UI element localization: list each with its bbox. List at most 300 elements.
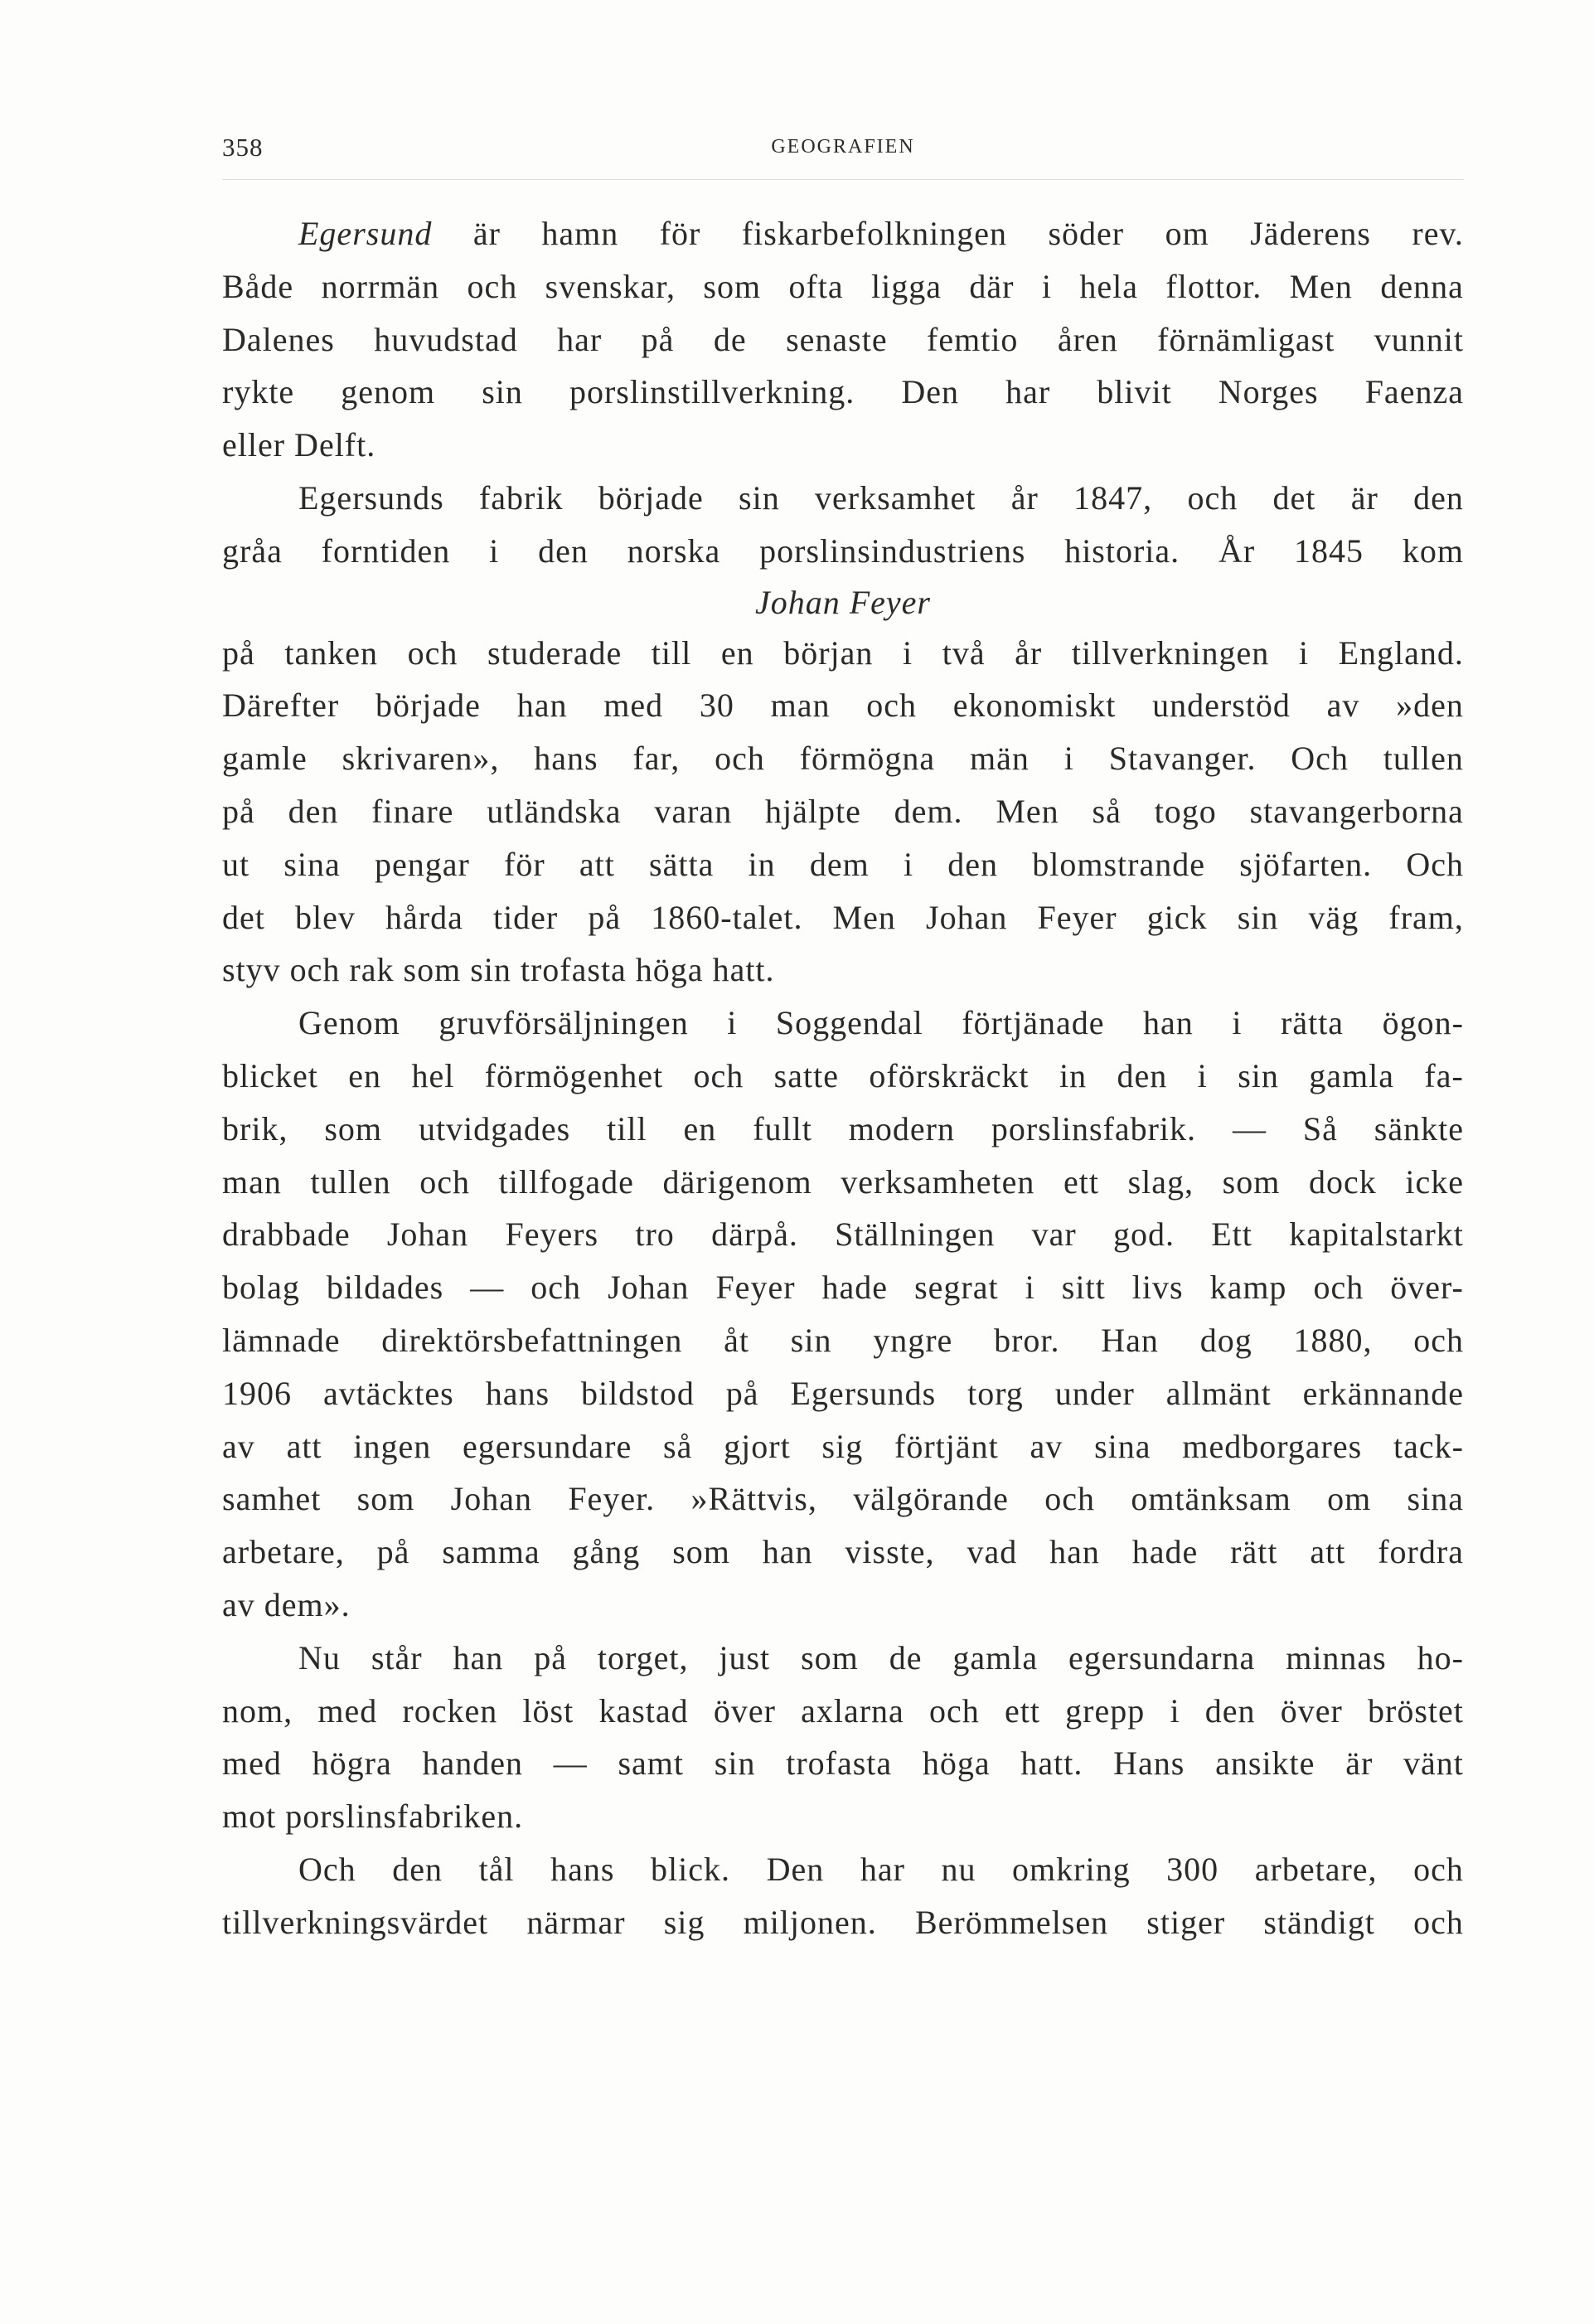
word: bildades — [326, 1269, 444, 1307]
word: söder — [1048, 215, 1125, 252]
word: sina — [1407, 1480, 1464, 1518]
word: av — [1030, 1427, 1063, 1465]
word: kamp — [1209, 1269, 1287, 1307]
word: 300 — [1166, 1850, 1219, 1888]
word: hårda — [385, 898, 463, 936]
word: den — [947, 845, 999, 883]
word: höga — [922, 1744, 991, 1783]
word: män — [970, 740, 1030, 778]
word: 1860-talet. — [651, 898, 803, 936]
word: tanken — [284, 633, 378, 672]
word: rocken — [402, 1691, 498, 1730]
word: och — [1044, 1480, 1095, 1518]
word: sänkte — [1374, 1109, 1464, 1147]
word: den — [1117, 1056, 1168, 1094]
header-divider — [222, 179, 1464, 180]
word: fram, — [1388, 898, 1464, 936]
word: stiger — [1146, 1903, 1226, 1941]
word: Både — [222, 267, 294, 305]
word: i — [489, 531, 500, 570]
paragraph — [222, 1632, 1464, 1843]
word: att — [579, 845, 615, 883]
word: egersundare — [463, 1427, 632, 1465]
word: miljonen. — [743, 1903, 877, 1941]
word: arbetare, — [1254, 1850, 1378, 1888]
text-line — [222, 1208, 1464, 1261]
word: torg — [967, 1374, 1024, 1412]
word: Den — [901, 373, 960, 411]
word: segrat — [914, 1269, 999, 1307]
word: i — [1063, 740, 1074, 778]
word: skrivaren», — [342, 740, 500, 778]
word: kastad — [598, 1691, 689, 1730]
word: svenskar, — [545, 267, 676, 305]
word: — — [553, 1744, 588, 1783]
word: hamn — [541, 215, 619, 252]
word: under — [1054, 1374, 1135, 1412]
word: så — [663, 1427, 693, 1465]
word: i — [727, 1004, 738, 1042]
word: blivit — [1097, 373, 1172, 411]
word: dem. — [894, 792, 963, 830]
word: slag, — [1127, 1162, 1194, 1201]
word: fordra — [1378, 1533, 1464, 1571]
text-line: Johan Feyer — [754, 583, 931, 621]
word: Johan — [926, 898, 1008, 936]
text-line — [222, 785, 1464, 838]
word: visste, — [845, 1533, 935, 1571]
word: 1906 — [222, 1374, 292, 1412]
text-line — [222, 1526, 1464, 1579]
word: hans — [534, 740, 598, 778]
word: fullt — [753, 1109, 812, 1147]
word: är — [472, 215, 501, 252]
word: till — [651, 633, 692, 672]
word: Och — [1291, 740, 1349, 778]
word: och — [693, 1056, 744, 1094]
word: ho- — [1417, 1638, 1464, 1676]
word: Feyer — [715, 1269, 796, 1307]
text-line — [222, 1367, 1464, 1420]
word: sin — [714, 1744, 756, 1783]
word: ut — [222, 845, 250, 883]
word: förmögna — [799, 740, 936, 778]
text-line — [222, 1737, 1464, 1790]
word: axlarna — [801, 1691, 904, 1730]
text-line — [222, 1896, 1464, 1949]
word: den — [288, 792, 339, 830]
word: som — [801, 1638, 859, 1676]
word: väg — [1308, 898, 1359, 936]
word: ofta — [788, 267, 844, 305]
word: direktörsbefattningen — [381, 1321, 683, 1359]
word: har — [557, 320, 603, 358]
word: och — [407, 633, 458, 672]
text-line — [222, 1050, 1464, 1103]
text-line — [222, 732, 1464, 785]
word: genom — [341, 373, 436, 411]
word: förmögenhet — [484, 1056, 664, 1094]
word: som — [356, 1480, 415, 1518]
word: studerade — [487, 633, 623, 672]
word: i — [903, 845, 914, 883]
word: två — [942, 633, 986, 672]
word: i — [1170, 1691, 1180, 1730]
word: en — [720, 633, 754, 672]
word: rätt — [1230, 1533, 1278, 1571]
word: hade — [821, 1269, 889, 1307]
word: utvidgades — [418, 1109, 571, 1147]
word: Men — [832, 898, 896, 936]
word: dem — [809, 845, 870, 883]
word: år — [1010, 478, 1039, 517]
word: förtjänade — [962, 1004, 1105, 1042]
word: Hans — [1113, 1744, 1185, 1783]
word: började — [375, 687, 481, 725]
word: hans — [550, 1850, 615, 1888]
word: tullen — [1383, 740, 1464, 778]
word: Men — [1289, 267, 1353, 305]
word: av — [222, 1427, 255, 1465]
text-line — [222, 207, 1464, 260]
word: var — [1031, 1215, 1077, 1254]
word: sin — [790, 1321, 832, 1359]
word: sig — [663, 1903, 705, 1941]
word: avtäcktes — [322, 1374, 454, 1412]
word: i — [1025, 1269, 1035, 1307]
text-line — [222, 472, 1464, 525]
text-line — [222, 366, 1464, 419]
word: den — [1204, 1691, 1256, 1730]
word: bröstet — [1368, 1691, 1464, 1730]
word: och — [1413, 1850, 1464, 1888]
word: Nu — [298, 1638, 341, 1676]
word: tål — [478, 1850, 515, 1888]
word: som — [672, 1533, 730, 1571]
text-line — [222, 1314, 1464, 1367]
word: in — [1059, 1056, 1088, 1094]
word: gjort — [724, 1427, 791, 1465]
word: togo — [1154, 792, 1217, 830]
word: far, — [632, 740, 681, 778]
word: så — [1092, 792, 1122, 830]
word: på — [588, 898, 622, 936]
word: som — [703, 267, 762, 305]
text-line — [222, 838, 1464, 891]
word: pengar — [374, 845, 470, 883]
word: och — [715, 740, 765, 778]
word: i — [1298, 633, 1309, 672]
word: allmänt — [1165, 1374, 1272, 1412]
text-line — [222, 1103, 1464, 1156]
word: 30 — [699, 687, 734, 725]
word: — — [470, 1269, 505, 1307]
word: därpå. — [711, 1215, 798, 1254]
word: på — [725, 1374, 759, 1412]
word: han — [453, 1638, 504, 1676]
word: de — [713, 320, 747, 358]
word: tider — [492, 898, 559, 936]
word: ansikte — [1215, 1744, 1315, 1783]
word: tullen — [310, 1162, 391, 1201]
word: modern — [848, 1109, 955, 1147]
word: att — [286, 1427, 322, 1465]
word: utländska — [487, 792, 622, 830]
word: kapitalstarkt — [1289, 1215, 1464, 1254]
text-line: eller Delft. — [222, 426, 376, 464]
word: med — [603, 687, 664, 725]
word: står — [371, 1638, 423, 1676]
word: ständigt — [1263, 1903, 1375, 1941]
word: gamle — [222, 740, 308, 778]
word: om — [1327, 1480, 1372, 1518]
word: varan — [654, 792, 733, 830]
word: löst — [522, 1691, 574, 1730]
word: 1847, — [1073, 478, 1153, 517]
word: gamla — [1309, 1056, 1395, 1094]
word: över- — [1390, 1269, 1464, 1307]
word: Dalenes — [222, 320, 335, 358]
word: satte — [773, 1056, 839, 1094]
word: handen — [422, 1744, 523, 1783]
word: ett — [1063, 1162, 1099, 1201]
word: tillfogade — [498, 1162, 634, 1201]
word: kom — [1402, 531, 1464, 570]
word: Johan — [450, 1480, 532, 1518]
word: Ställningen — [835, 1215, 996, 1254]
word: början — [783, 633, 874, 672]
word: Feyers — [505, 1215, 599, 1254]
word: porslinsfabrik. — [991, 1109, 1197, 1147]
word: han — [1143, 1004, 1194, 1042]
word: norrmän — [321, 267, 440, 305]
word: välgörande — [853, 1480, 1009, 1518]
word: ögon- — [1382, 1004, 1464, 1042]
text-line — [222, 891, 1464, 944]
word: man — [770, 687, 831, 725]
word: grepp — [1065, 1691, 1146, 1730]
word: Egersunds — [298, 478, 444, 517]
word: över — [713, 1691, 776, 1730]
word: den — [392, 1850, 443, 1888]
word: ett — [1004, 1691, 1040, 1730]
word: hans — [485, 1374, 550, 1412]
word: och — [1413, 1903, 1464, 1941]
word: nom, — [222, 1691, 293, 1730]
word: Ett — [1211, 1215, 1252, 1254]
word: på — [534, 1638, 567, 1676]
word: norska — [627, 531, 721, 570]
word: Han — [1101, 1321, 1159, 1359]
word: i — [902, 633, 913, 672]
word: och — [531, 1269, 582, 1307]
word: förtjänt — [894, 1427, 999, 1465]
text-line — [222, 679, 1464, 732]
word: av — [1326, 687, 1360, 725]
word: de — [889, 1638, 923, 1676]
text-line — [222, 1420, 1464, 1473]
word: åt — [724, 1321, 750, 1359]
word: rykte — [222, 373, 295, 411]
word: hel — [411, 1056, 455, 1094]
word: understöd — [1152, 687, 1291, 725]
word: och — [419, 1162, 470, 1201]
word: gruvförsäljningen — [438, 1004, 689, 1042]
word: femtio — [927, 320, 1019, 358]
word: han — [1049, 1533, 1100, 1571]
word: på — [641, 320, 675, 358]
text-line — [222, 1473, 1464, 1526]
word: fa- — [1424, 1056, 1464, 1094]
word: Därefter — [222, 687, 340, 725]
word: Genom — [298, 1004, 400, 1042]
word: huvudstad — [374, 320, 518, 358]
word: stavangerborna — [1249, 792, 1464, 830]
word: ekonomiskt — [952, 687, 1117, 725]
word: det — [1272, 478, 1316, 517]
word: 1845 — [1294, 531, 1364, 570]
word: förnämligast — [1157, 320, 1335, 358]
word: blicket — [222, 1056, 318, 1094]
word: England. — [1338, 633, 1464, 672]
word: tro — [635, 1215, 675, 1254]
word: »Rättvis, — [690, 1480, 817, 1518]
paragraph — [222, 1843, 1464, 1949]
word: för — [659, 215, 701, 252]
word: minnas — [1286, 1638, 1387, 1676]
word: om — [1165, 215, 1209, 252]
word: närmar — [526, 1903, 626, 1941]
word: just — [719, 1638, 771, 1676]
word: verksamhet — [815, 478, 976, 517]
word: tack- — [1393, 1427, 1464, 1465]
word: omtänksam — [1131, 1480, 1291, 1518]
page-number: 358 — [222, 133, 264, 162]
word: nu — [941, 1850, 976, 1888]
word: och — [467, 267, 518, 305]
word: Johan — [386, 1215, 469, 1254]
word: och — [1413, 1321, 1464, 1359]
word: samma — [442, 1533, 540, 1571]
word: där — [969, 267, 1015, 305]
word: till — [607, 1109, 647, 1147]
word: Faenza — [1364, 373, 1464, 411]
running-title: GEOGRAFIEN — [771, 136, 915, 158]
word: ligga — [871, 267, 942, 305]
word: och — [1187, 478, 1238, 517]
word: tillverkningsvärdet — [222, 1903, 489, 1941]
word: sin — [739, 478, 780, 517]
word: man — [222, 1162, 282, 1201]
word: och — [1313, 1269, 1364, 1307]
text-line — [222, 1843, 1464, 1896]
word: historia. — [1064, 531, 1180, 570]
word: på — [222, 792, 255, 830]
paragraph — [222, 472, 1464, 997]
word: blomstrande — [1032, 845, 1205, 883]
word: därigenom — [662, 1162, 812, 1201]
text-line — [222, 997, 1464, 1050]
word: hjälpte — [765, 792, 861, 830]
word: Och — [1406, 845, 1464, 883]
word: medborgares — [1182, 1427, 1363, 1465]
word: Johan — [608, 1269, 690, 1307]
word: har — [1005, 373, 1051, 411]
word: trofasta — [786, 1744, 893, 1783]
word: yngre — [873, 1321, 953, 1359]
word: Så — [1302, 1109, 1338, 1147]
word: på — [222, 633, 255, 672]
word: porslinsindustriens — [759, 531, 1026, 570]
word: drabbade — [222, 1215, 351, 1254]
page-header — [222, 133, 1464, 172]
word: den — [1413, 478, 1464, 517]
word: Feyer. — [568, 1480, 656, 1518]
word: Norges — [1218, 373, 1319, 411]
word: — — [1232, 1109, 1267, 1147]
body-text — [222, 207, 1464, 1949]
word: sätta — [649, 845, 715, 883]
word: med — [317, 1691, 378, 1730]
word: är — [1345, 1744, 1374, 1783]
word: rätta — [1281, 1004, 1344, 1042]
text-line — [222, 1261, 1464, 1314]
text-line: mot porslinsfabriken. — [222, 1798, 524, 1836]
word: Den — [766, 1850, 825, 1888]
word: hatt. — [1020, 1744, 1083, 1783]
word: god. — [1112, 1215, 1175, 1254]
word: egersundarna — [1068, 1638, 1256, 1676]
word: oförskräckt — [869, 1056, 1030, 1094]
word: med — [222, 1744, 282, 1783]
word: är — [1350, 478, 1378, 517]
word: fiskarbefolkningen — [741, 215, 1007, 252]
word: 1880, — [1293, 1321, 1373, 1359]
word: det — [222, 898, 265, 936]
text-line: styv och rak som sin trofasta höga hatt. — [222, 951, 775, 989]
word: tillverkningen — [1071, 633, 1270, 672]
word: har — [860, 1850, 905, 1888]
word: Jäderens — [1250, 215, 1371, 252]
word: den — [538, 531, 589, 570]
word: flottor. — [1165, 267, 1262, 305]
word: arbetare, — [222, 1533, 345, 1571]
word: gamla — [952, 1638, 1039, 1676]
word: sjöfarten. — [1239, 845, 1373, 883]
word: att — [1310, 1533, 1346, 1571]
word: en — [348, 1056, 382, 1094]
word: som — [324, 1109, 383, 1147]
word: lämnade — [222, 1321, 341, 1359]
word: han — [516, 687, 568, 725]
word: sin — [1237, 898, 1279, 936]
word: bror. — [994, 1321, 1060, 1359]
text-line — [222, 1156, 1464, 1209]
word: ingen — [353, 1427, 432, 1465]
text-line — [222, 260, 1464, 313]
word: han — [762, 1533, 813, 1571]
text-line — [222, 627, 1464, 680]
word: fabrik — [478, 478, 564, 517]
word: Men — [996, 792, 1059, 830]
word: gick — [1146, 898, 1208, 936]
word: livs — [1131, 1269, 1184, 1307]
word: dock — [1308, 1162, 1377, 1201]
word: vänt — [1403, 1744, 1464, 1783]
word: gråa — [222, 531, 283, 570]
word: År — [1219, 531, 1256, 570]
word: blev — [295, 898, 356, 936]
